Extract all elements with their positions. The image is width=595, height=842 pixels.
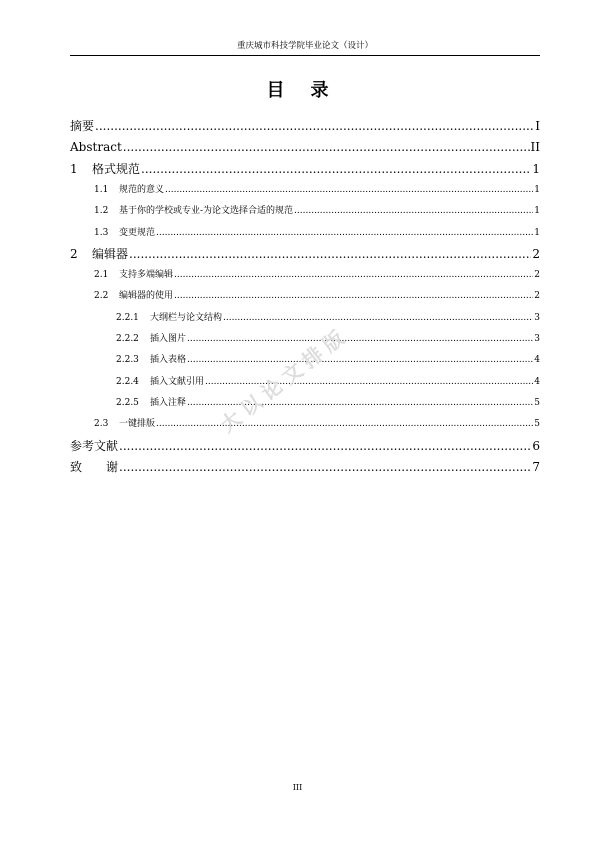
toc-entry-number: 2.2.5 xyxy=(116,397,139,408)
toc-leader-dots xyxy=(141,159,531,179)
toc-entry-number: 2.2.1 xyxy=(116,312,139,323)
toc-leader-dots xyxy=(119,436,531,456)
toc-entry-page: 1 xyxy=(532,161,540,176)
toc-leader-dots xyxy=(174,286,533,306)
toc-entry[interactable] xyxy=(70,159,540,179)
toc-leader-dots xyxy=(187,350,533,370)
toc-entry[interactable] xyxy=(94,223,540,243)
toc-entry-label: 插入图片 xyxy=(150,334,187,344)
toc-entry[interactable] xyxy=(94,265,540,285)
toc-entry[interactable] xyxy=(94,180,540,200)
toc-entry-page: 2 xyxy=(532,246,540,261)
toc-entry[interactable] xyxy=(116,372,540,392)
toc-entry[interactable] xyxy=(70,457,540,477)
toc-entry-label: 致 谢 xyxy=(70,459,119,474)
toc-leader-dots xyxy=(223,308,533,328)
toc-entry-page: 4 xyxy=(534,355,540,366)
toc-entry[interactable] xyxy=(70,116,540,136)
toc-entry-page: 1 xyxy=(534,227,540,238)
toc-title-right: 录 xyxy=(310,80,329,101)
toc-entry-number: 1.3 xyxy=(94,227,109,238)
toc-entry-page: 5 xyxy=(534,397,540,408)
toc-entry-label: 编辑器 xyxy=(92,246,129,261)
toc-entry-label: 插入注释 xyxy=(150,397,187,408)
toc-entry-number: 2.3 xyxy=(94,419,109,430)
toc-leader-dots xyxy=(156,223,533,243)
toc-entry-label: 编辑器的使用 xyxy=(119,291,174,302)
toc-entry-label: 支持多端编辑 xyxy=(119,270,174,281)
toc-entry[interactable] xyxy=(70,244,540,264)
toc-entry-number: 2.2.3 xyxy=(116,355,139,366)
toc-entry-page: 7 xyxy=(532,459,540,474)
toc-title-left: 目 xyxy=(266,80,285,101)
toc-entry-page: I xyxy=(535,119,540,133)
toc-entry-number: 2.1 xyxy=(94,270,109,281)
toc-entry-page: 1 xyxy=(534,206,540,217)
toc-entry[interactable] xyxy=(70,436,540,456)
toc-entry-label: 插入文献引用 xyxy=(150,376,205,387)
toc-entry-page: 1 xyxy=(534,184,540,195)
toc-entry-page: 5 xyxy=(534,419,540,430)
toc-entry-number: 2.2.2 xyxy=(116,334,139,344)
toc-entry-page: II xyxy=(530,140,540,155)
toc-entry-label: 一键排版 xyxy=(119,419,156,430)
running-header: 重庆城市科技学院毕业论文（设计） xyxy=(70,39,540,56)
toc-entry-page: 6 xyxy=(532,438,540,453)
toc-entry-page: 3 xyxy=(534,312,540,323)
toc-entry-label: 基于你的学校或专业-为论文选择合适的规范 xyxy=(119,206,294,217)
toc-entry-page: 2 xyxy=(534,270,540,281)
toc-leader-dots xyxy=(294,201,533,221)
toc-entry-label: 摘要 xyxy=(70,119,95,133)
toc-leader-dots xyxy=(174,265,533,285)
toc-leader-dots xyxy=(119,457,531,477)
toc-leader-dots xyxy=(156,414,533,434)
toc-entry-page: 3 xyxy=(534,334,540,344)
toc-entry-label: 变更规范 xyxy=(119,227,156,238)
toc-entry[interactable] xyxy=(116,393,540,413)
toc-entry-number: 1.1 xyxy=(94,184,109,195)
watermark: 大以论文排版 xyxy=(215,322,354,438)
toc-entry-page: 4 xyxy=(534,376,540,387)
toc-leader-dots xyxy=(95,116,534,136)
page-number: III xyxy=(292,783,303,792)
toc-entry-number: 1.2 xyxy=(94,206,109,217)
toc-entry[interactable] xyxy=(94,201,540,221)
toc-leader-dots xyxy=(123,137,530,157)
toc-entry-label: Abstract xyxy=(70,140,122,155)
toc-entry[interactable] xyxy=(94,286,540,306)
toc-leader-dots xyxy=(187,329,533,349)
toc-entry-number: 2.2.4 xyxy=(116,376,139,387)
toc-entry-label: 参考文献 xyxy=(70,438,119,453)
toc-entry-label: 规范的意义 xyxy=(119,184,165,195)
toc-entry-label: 大纲栏与论文结构 xyxy=(150,312,223,323)
toc-leader-dots xyxy=(129,244,531,264)
toc-leader-dots xyxy=(165,180,533,200)
toc-entry[interactable] xyxy=(94,414,540,434)
toc-entry-label: 格式规范 xyxy=(92,161,141,176)
toc-entry-number: 1 xyxy=(70,161,78,176)
toc-entry-number: 2.2 xyxy=(94,291,109,302)
toc-entry-label: 插入表格 xyxy=(150,355,187,366)
toc-entry-number: 2 xyxy=(70,246,78,261)
toc-entry[interactable] xyxy=(70,137,540,157)
toc-entry-page: 2 xyxy=(534,291,540,302)
toc-title xyxy=(0,76,595,106)
